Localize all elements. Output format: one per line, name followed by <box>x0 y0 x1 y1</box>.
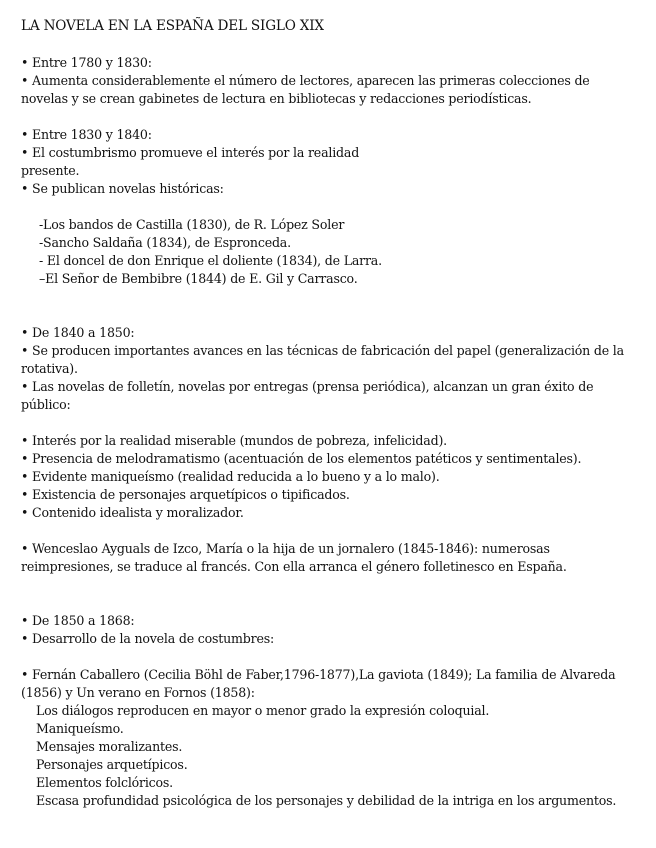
novel-list-item: - El doncel de don Enrique el doliente (1834), de Larra. <box>39 253 382 268</box>
paragraph-line: presente. <box>21 163 80 178</box>
paragraph-line: • El costumbrismo promueve el interés por la realidad <box>21 145 360 160</box>
paragraph-line: público: <box>21 397 71 412</box>
section-header-1830-1840: • Entre 1830 y 1840: <box>21 127 152 142</box>
paragraph-line: • Se publican novelas históricas: <box>21 181 224 196</box>
feature-list-item: Los diálogos reproducen en mayor o menor grado la expresión coloquial. <box>36 703 490 718</box>
trait-list-item: • Existencia de personajes arquetípicos o tipificados. <box>21 487 350 502</box>
feature-list-item: Personajes arquetípicos. <box>36 757 188 772</box>
section-header-1850-1868: • De 1850 a 1868: <box>21 613 135 628</box>
trait-list-item: • Interés por la realidad miserable (mundos de pobreza, infelicidad). <box>21 433 447 448</box>
section-header-1840-1850: • De 1840 a 1850: <box>21 325 135 340</box>
feature-list-item: Maniqueísmo. <box>36 721 124 736</box>
paragraph-line: • Wenceslao Ayguals de Izco, María o la hija de un jornalero (1845-1846): numerosas <box>21 541 550 556</box>
feature-list-item: Elementos folclóricos. <box>36 775 173 790</box>
feature-list-item: Mensajes moralizantes. <box>36 739 183 754</box>
paragraph-line: • Las novelas de folletín, novelas por entregas (prensa periódica), alcanzan un gran éxito de <box>21 379 594 394</box>
paragraph-line: • Fernán Caballero (Cecilia Böhl de Faber,1796-1877),La gaviota (1849); La familia de Alvareda <box>21 667 616 682</box>
paragraph-line: • Desarrollo de la novela de costumbres: <box>21 631 275 646</box>
paragraph-line: (1856) y Un verano en Fornos (1858): <box>21 685 255 700</box>
paragraph-line: • Se producen importantes avances en las técnicas de fabricación del papel (generalización de la <box>21 343 624 358</box>
novel-list-item: -Los bandos de Castilla (1830), de R. López Soler <box>39 217 345 232</box>
document-body <box>21 16 637 810</box>
paragraph-line: reimpresiones, se traduce al francés. Con ella arranca el género folletinesco en España. <box>21 559 567 574</box>
trait-list-item: • Contenido idealista y moralizador. <box>21 505 244 520</box>
feature-list-item: Escasa profundidad psicológica de los personajes y debilidad de la intriga en los argumentos. <box>36 793 617 808</box>
trait-list-item: • Evidente maniqueísmo (realidad reducida a lo bueno y a lo malo). <box>21 469 440 484</box>
novel-list-item: –El Señor de Bembibre (1844) de E. Gil y Carrasco. <box>39 271 358 286</box>
paragraph-line: novelas y se crean gabinetes de lectura en bibliotecas y redacciones periodísticas. <box>21 91 532 106</box>
novel-list-item: -Sancho Saldaña (1834), de Espronceda. <box>39 235 291 250</box>
paragraph-line: • Aumenta considerablemente el número de lectores, aparecen las primeras colecciones de <box>21 73 590 88</box>
section-header-1780-1830: • Entre 1780 y 1830: <box>21 55 152 70</box>
paragraph-line: rotativa). <box>21 361 78 376</box>
trait-list-item: • Presencia de melodramatismo (acentuación de los elementos patéticos y sentimentales). <box>21 451 582 466</box>
document-title: LA NOVELA EN LA ESPAÑA DEL SIGLO XIX <box>21 18 324 34</box>
